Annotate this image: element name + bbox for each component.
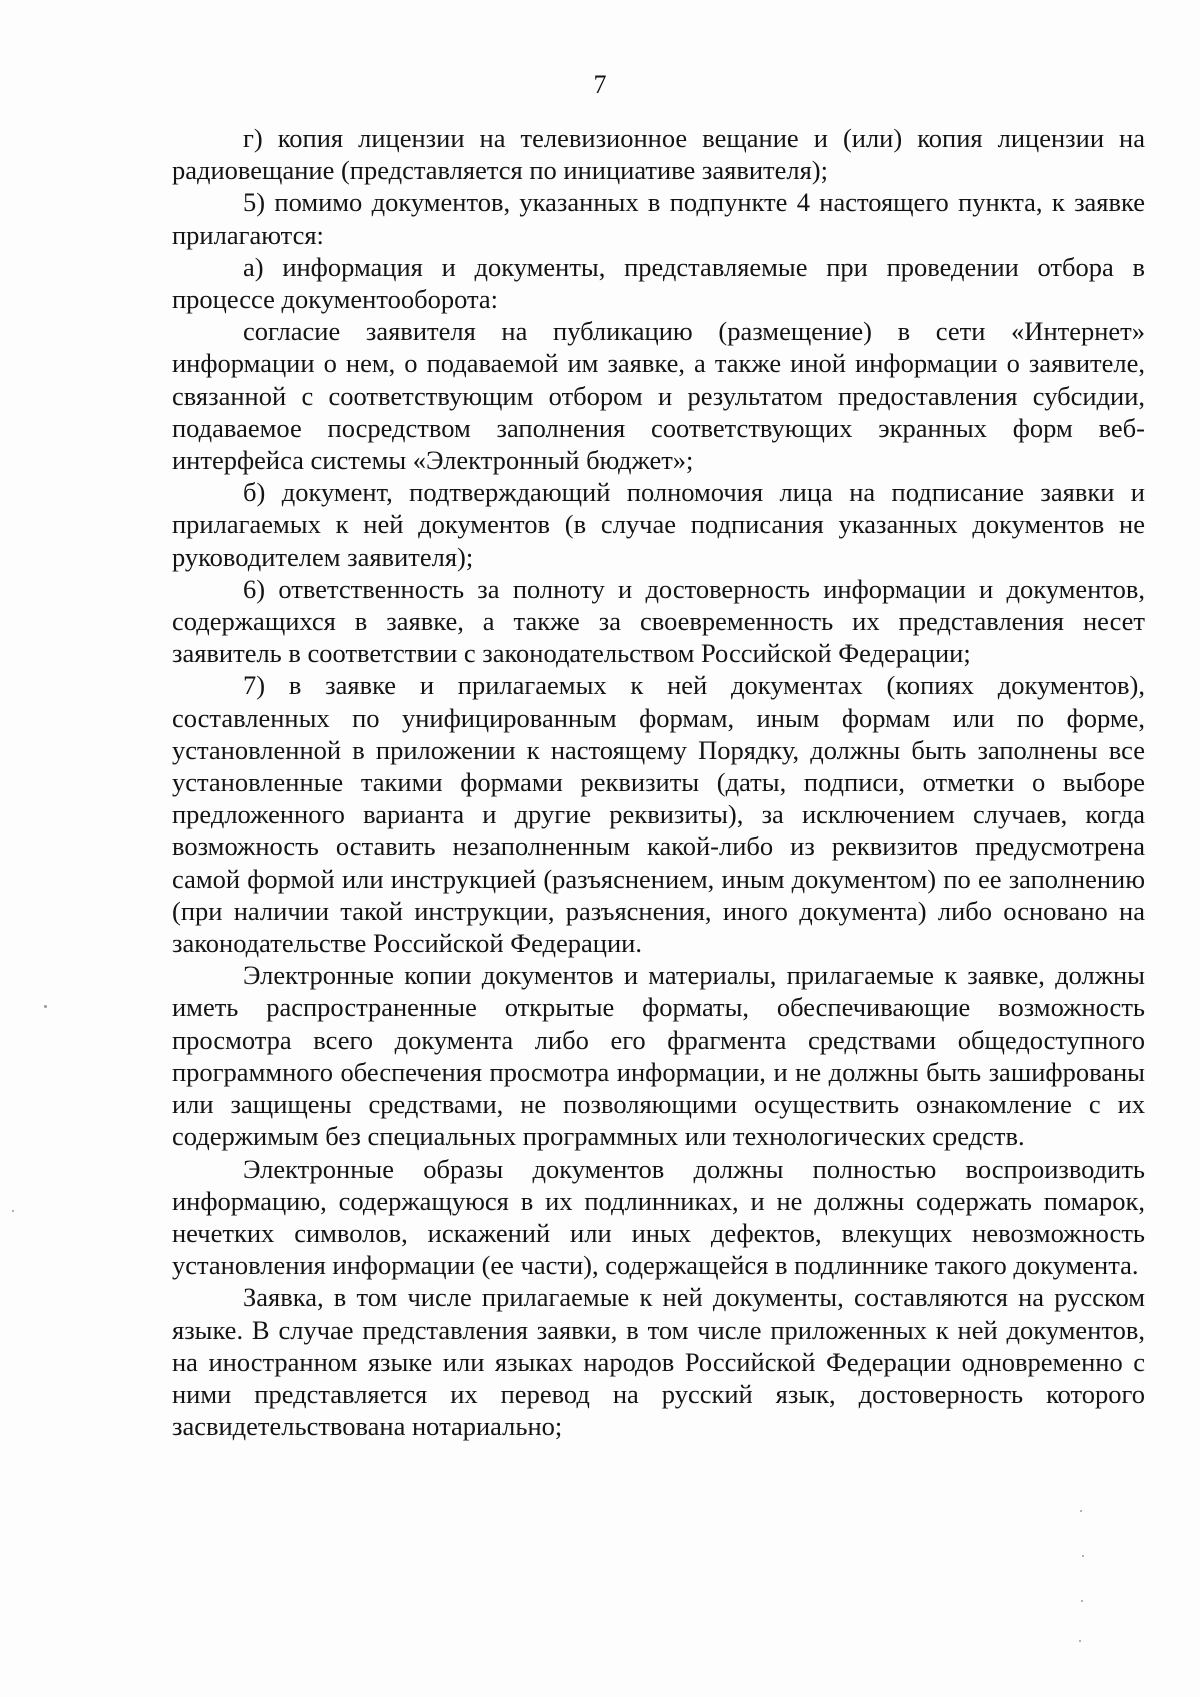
paragraph-language: Заявка, в том числе прилагаемые к ней документы, составляются на русском языке. В случае представления заявки, в том числе приложенных к ней документов, на иностранном языке или языках народов Российской Федерации одновременно с ними представляется их перевод на русский язык, достоверность которого засвидетельствована нотариально; bbox=[172, 1282, 1145, 1442]
paragraph-item-6: 6) ответственность за полноту и достоверность информации и документов, содержащихся в заявке, а также за своевременность их представления несет заявитель в соответствии с законодательством Российской Федерации; bbox=[172, 573, 1145, 669]
page-number: 7 bbox=[593, 70, 607, 99]
paragraph-license-copy: г) копия лицензии на телевизионное вещание и (или) копия лицензии на радиовещание (представляется по инициативе заявителя); bbox=[172, 123, 1145, 186]
scan-speck bbox=[1082, 1555, 1084, 1557]
paragraph-item-5: 5) помимо документов, указанных в подпункте 4 настоящего пункта, к заявке прилагаются: bbox=[172, 187, 1145, 250]
scan-speck bbox=[44, 1005, 47, 1008]
document-body bbox=[172, 122, 1145, 1442]
paragraph-electronic-copies: Электронные копии документов и материалы, прилагаемые к заявке, должны иметь распространенные открытые форматы, обеспечивающие возможность просмотра всего документа либо его фрагмента средствами общедоступного программного обеспечения просмотра информации, и не должны быть зашифрованы или защищены средствами, не позволяющими осуществить ознакомление с их содержимым без специальных программных или технологических средств. bbox=[172, 960, 1145, 1152]
paragraph-item-7: 7) в заявке и прилагаемых к ней документах (копиях документов), составленных по унифицированным формам, иным формам или по форме, установленной в приложении к настоящему Порядку, должны быть заполнены все установленные такими формами реквизиты (даты, подписи, отметки о выборе предложенного варианта и другие реквизиты), за исключением случаев, когда возможность оставить незаполненным какой-либо из реквизитов предусмотрена самой формой или инструкцией (разъяснением, иным документом) по ее заполнению (при наличии такой инструкции, разъяснения, иного документа) либо основано на законодательстве Российской Федерации. bbox=[172, 670, 1145, 959]
paragraph-item-5a: а) информация и документы, представляемые при проведении отбора в процессе документооборота: bbox=[172, 251, 1145, 315]
paragraph-item-5b: б) документ, подтверждающий полномочия лица на подписание заявки и прилагаемых к ней документов (в случае подписания указанных документов не руководителем заявителя); bbox=[172, 477, 1145, 572]
scan-speck bbox=[1081, 1600, 1083, 1602]
paragraph-electronic-images: Электронные образы документов должны полностью воспроизводить информацию, содержащуюся в их подлинниках, и не должны содержать помарок, нечетких символов, искажений или иных дефектов, влекущих невозможность установления информации (ее части), содержащейся в подлиннике такого документа. bbox=[172, 1153, 1145, 1281]
scan-speck bbox=[1079, 1640, 1081, 1642]
paragraph-consent: согласие заявителя на публикацию (размещение) в сети «Интернет» информации о нем, о подаваемой им заявке, а также иной информации о заявителе, связанной с соответствующим отбором и результатом предоставления субсидии, подаваемое посредством заполнения соответствующих экранных форм веб-интерфейса системы «Электронный бюджет»; bbox=[172, 316, 1145, 476]
scan-speck bbox=[1080, 1510, 1082, 1512]
scan-speck bbox=[12, 1210, 14, 1212]
